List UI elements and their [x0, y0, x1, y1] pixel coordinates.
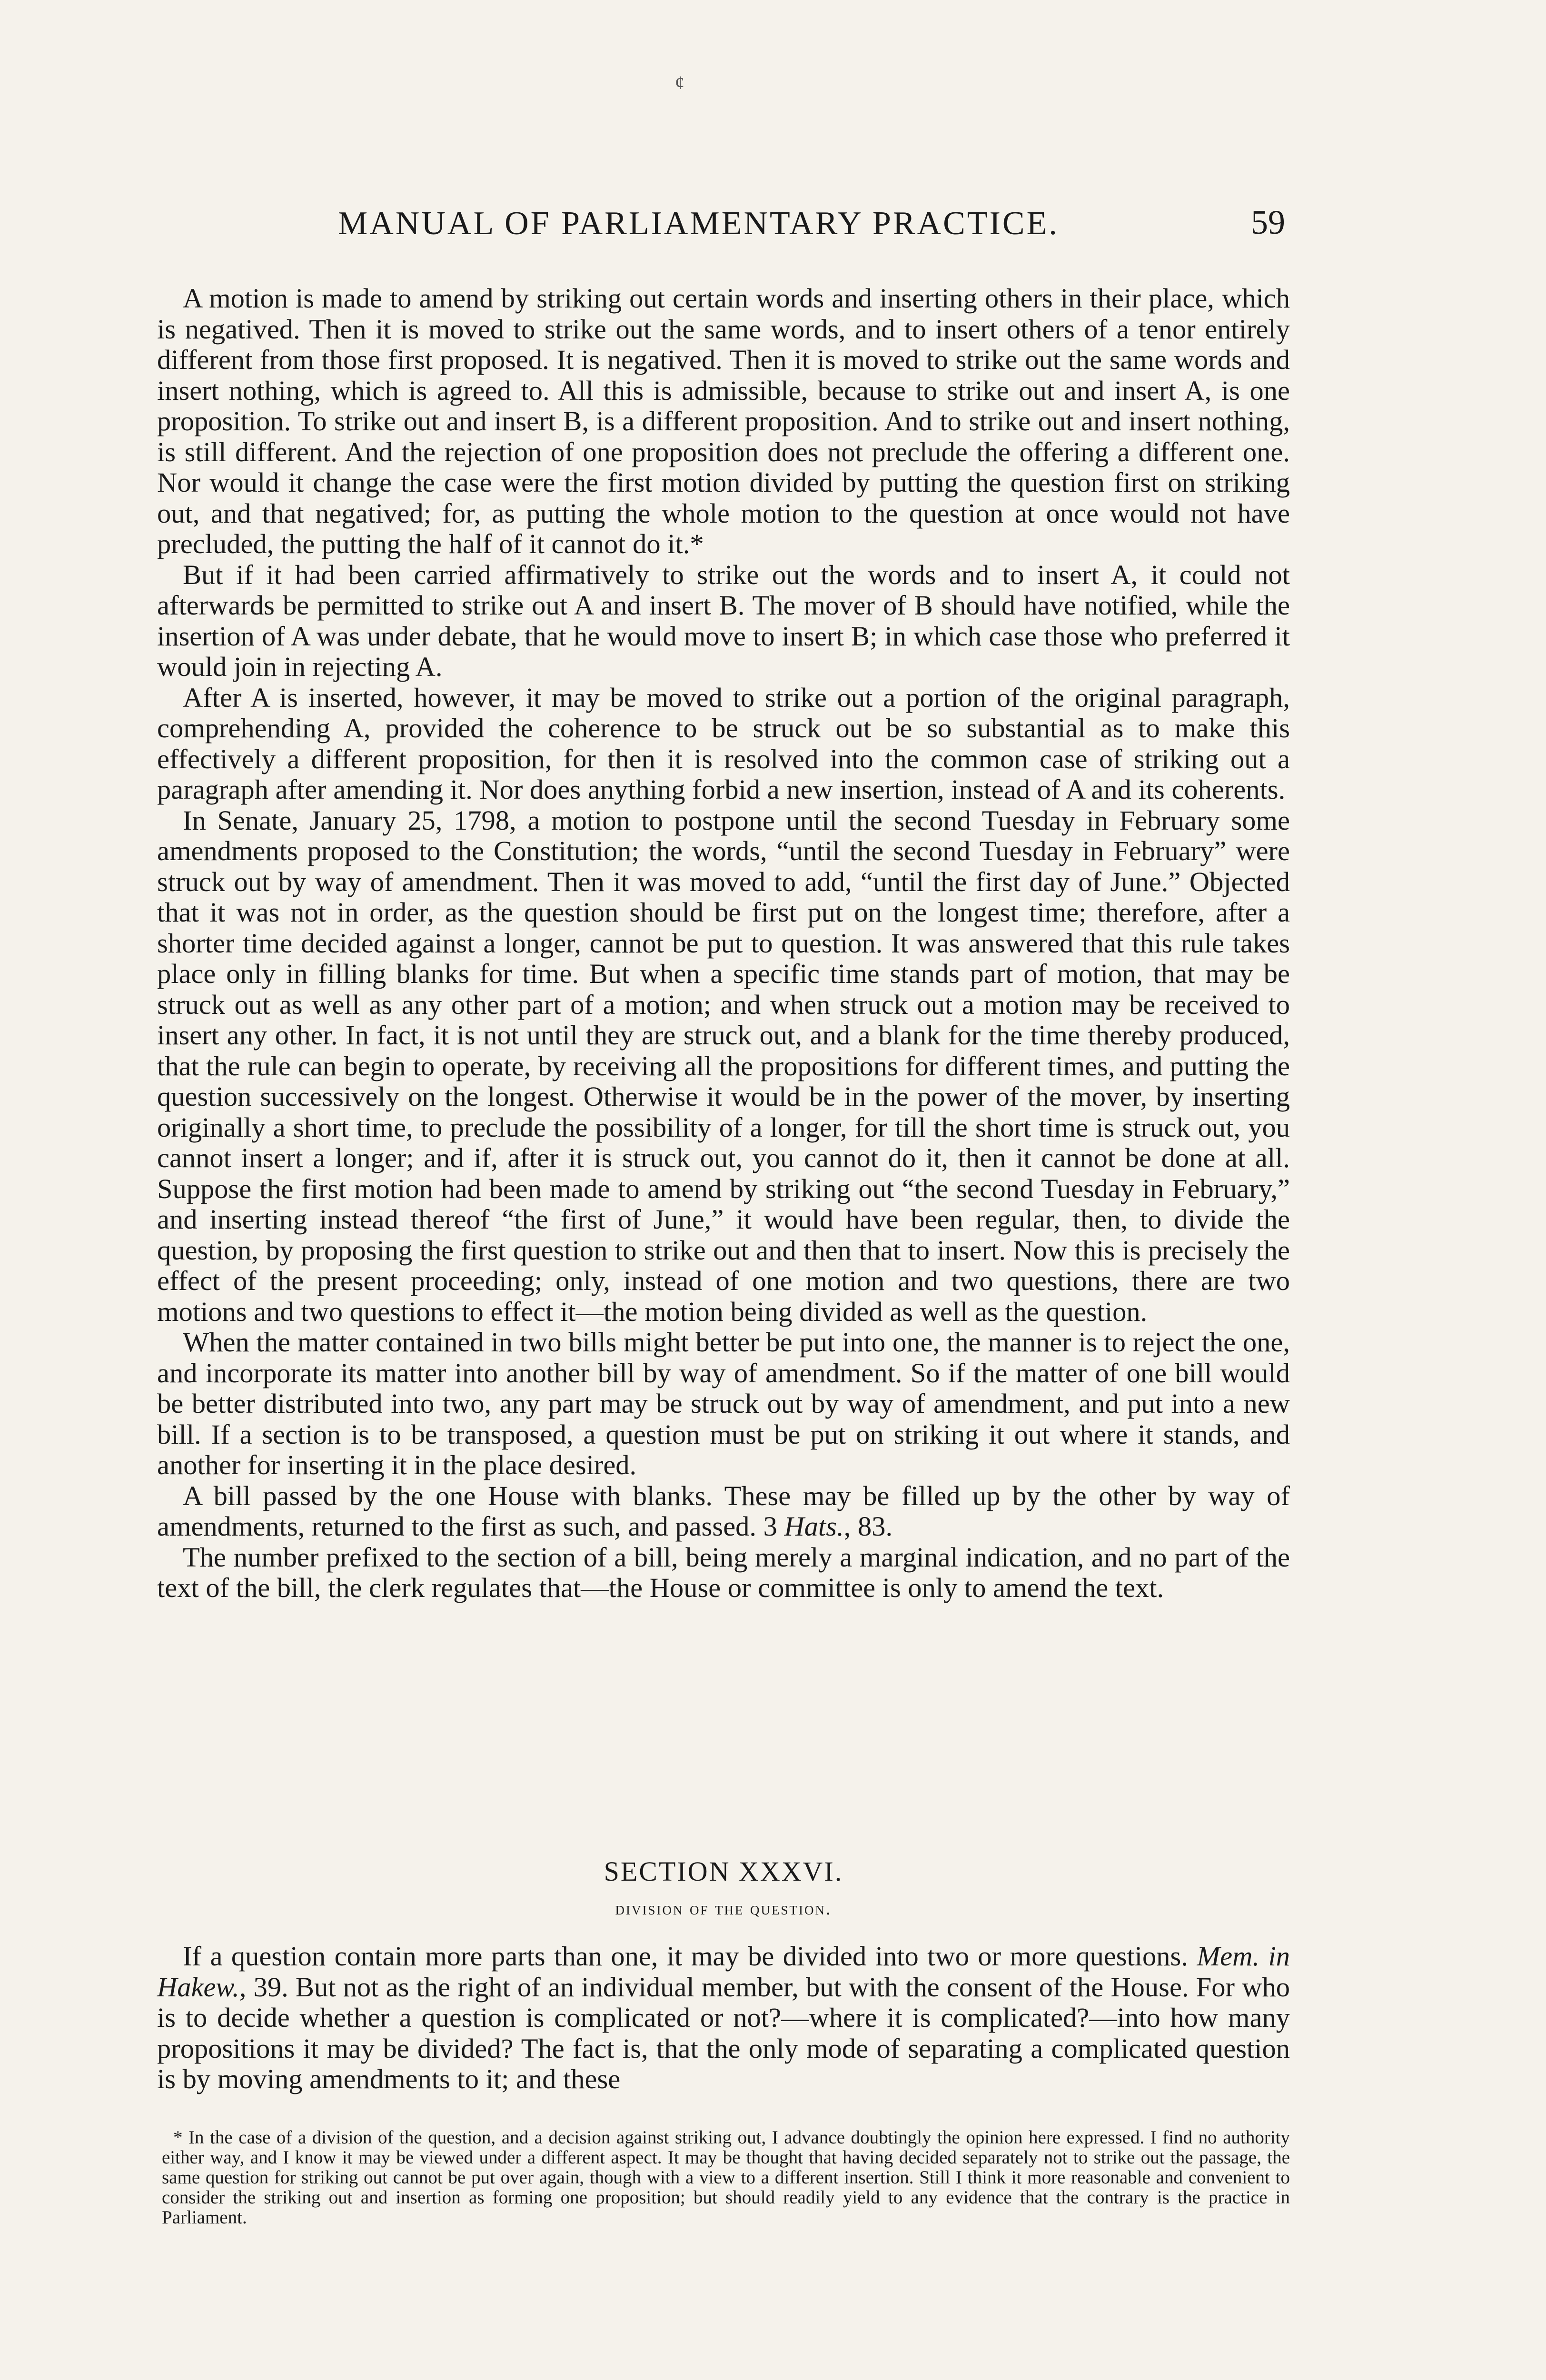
paragraph-text: , 39. But not as the right of an individual member, but with the consent of the House. For who is to decide whether a question is complicated or not?—where it is complicated?—into how many propositions it may be divided? The fact is, that the only mode of separating a complicated question is by moving amendments to it; and these [157, 1971, 1290, 2094]
paragraph: When the matter contained in two bills might better be put into one, the manner is to reject the one, and incorporate its matter into another bill by way of amendment. So if the matter of one bill would be better distributed into two, any part may be struck out by way of amendment, and put into a new bill. If a section is to be transposed, a question must be put on striking it out where it stands, and another for inserting it in the place desired. [157, 1327, 1290, 1480]
paragraph-text: If a question contain more parts than one, it may be divided into two or more questions. [183, 1941, 1197, 1972]
paragraph-text: A bill passed by the one House with blanks. These may be filled up by the other by way of amendments, returned to the first as such, and passed. 3 [157, 1480, 1290, 1542]
paragraph [157, 1941, 1290, 2095]
paragraph-text: , 83. [843, 1511, 893, 1542]
paragraph: In Senate, January 25, 1798, a motion to postpone until the second Tuesday in February some amendments proposed to the Constitution; the words, “until the second Tuesday in February” were struck out by way of amendment. Then it was moved to add, “until the first day of June.” Objected that it was not in order, as the question should be first put on the longest time; therefore, after a shorter time decided against a longer, cannot be put to question. It was answered that this rule takes place only in filling blanks for time. But when a specific time stands part of motion, that may be struck out as well as any other part of a motion; and when struck out a motion may be received to insert any other. In fact, it is not until they are struck out, and a blank for the time thereby produced, that the rule can begin to operate, by receiving all the propositions for different times, and putting the question successively on the longest. Otherwise it would be in the power of the mover, by inserting originally a short time, to preclude the possibility of a longer, for till the short time is struck out, you cannot insert a longer; and if, after it is struck out, you cannot do it, then it cannot be done at all. Suppose the first motion had been made to amend by striking out “the second Tuesday in February,” and inserting instead thereof “the first of June,” it would have been regular, then, to divide the question, by proposing the first question to strike out and then that to insert. Now this is precisely the effect of the present proceeding; only, instead of one motion and two questions, there are two motions and two questions to effect it—the motion being divided as well as the question. [157, 804, 1290, 1327]
running-title: MANUAL OF PARLIAMENTARY PRACTICE. [338, 205, 1059, 242]
page-number: 59 [1251, 203, 1285, 241]
section-text [157, 1941, 1290, 2095]
paragraph: After A is inserted, however, it may be moved to strike out a portion of the original paragraph, comprehending A, provided the coherence to be struck out be so substantial as to make this effectively a different proposition, for then it is resolved into the common case of striking out a paragraph after amending it. Nor does anything forbid a new insertion, instead of A and its coherents. [157, 682, 1290, 805]
paragraph: A motion is made to amend by striking out certain words and inserting others in their place, which is negatived. Then it is moved to strike out the same words, and to insert others of a tenor entirely different from those first proposed. It is negatived. Then it is moved to strike out the same words and insert nothing, which is agreed to. All this is admissible, because to strike out and insert A, is one proposition. To strike out and insert B, is a different proposition. And to strike out and insert nothing, is still different. And the rejection of one proposition does not preclude the offering a different one. Nor would it change the case were the first motion divided by putting the question first on striking out, and that negatived; for, as putting the whole motion to the question at once would not have precluded, the putting the half of it cannot do it.* [157, 283, 1290, 559]
footnote-text: * In the case of a division of the question, and a decision against striking out, I advance doubtingly the opinion here expressed. I find no authority either way, and I know it may be viewed under a different aspect. It may be thought that having decided separately not to strike out the passage, the same question for striking out cannot be put over again, though with a view to a different insertion. Still I think it more reasonable and convenient to consider the striking out and insertion as forming one proposition; but should readily yield to any evidence that the contrary is the practice in Parliament. [162, 2127, 1290, 2228]
citation-italic: Mem. in Hakew. [157, 1941, 1290, 2003]
section-subheading: division of the question. [615, 1899, 832, 1919]
section-heading: SECTION XXXVI. [604, 1856, 843, 1887]
body-text [157, 283, 1290, 1604]
footnote [162, 2128, 1290, 2228]
paragraph [157, 1481, 1290, 1542]
paragraph: The number prefixed to the section of a bill, being merely a marginal indication, and no part of the text of the bill, the clerk regulates that—the House or committee is only to amend the text. [157, 1541, 1290, 1603]
paragraph: But if it had been carried affirmatively to strike out the words and to insert A, it could not afterwards be permitted to strike out A and insert B. The mover of B should have notified, while the insertion of A was under debate, that he would move to insert B; in which case those who preferred it would join in rejecting A. [157, 559, 1290, 682]
citation-italic: Hats. [784, 1511, 844, 1542]
top-mark: ¢ [675, 72, 684, 93]
running-head [157, 200, 1285, 248]
